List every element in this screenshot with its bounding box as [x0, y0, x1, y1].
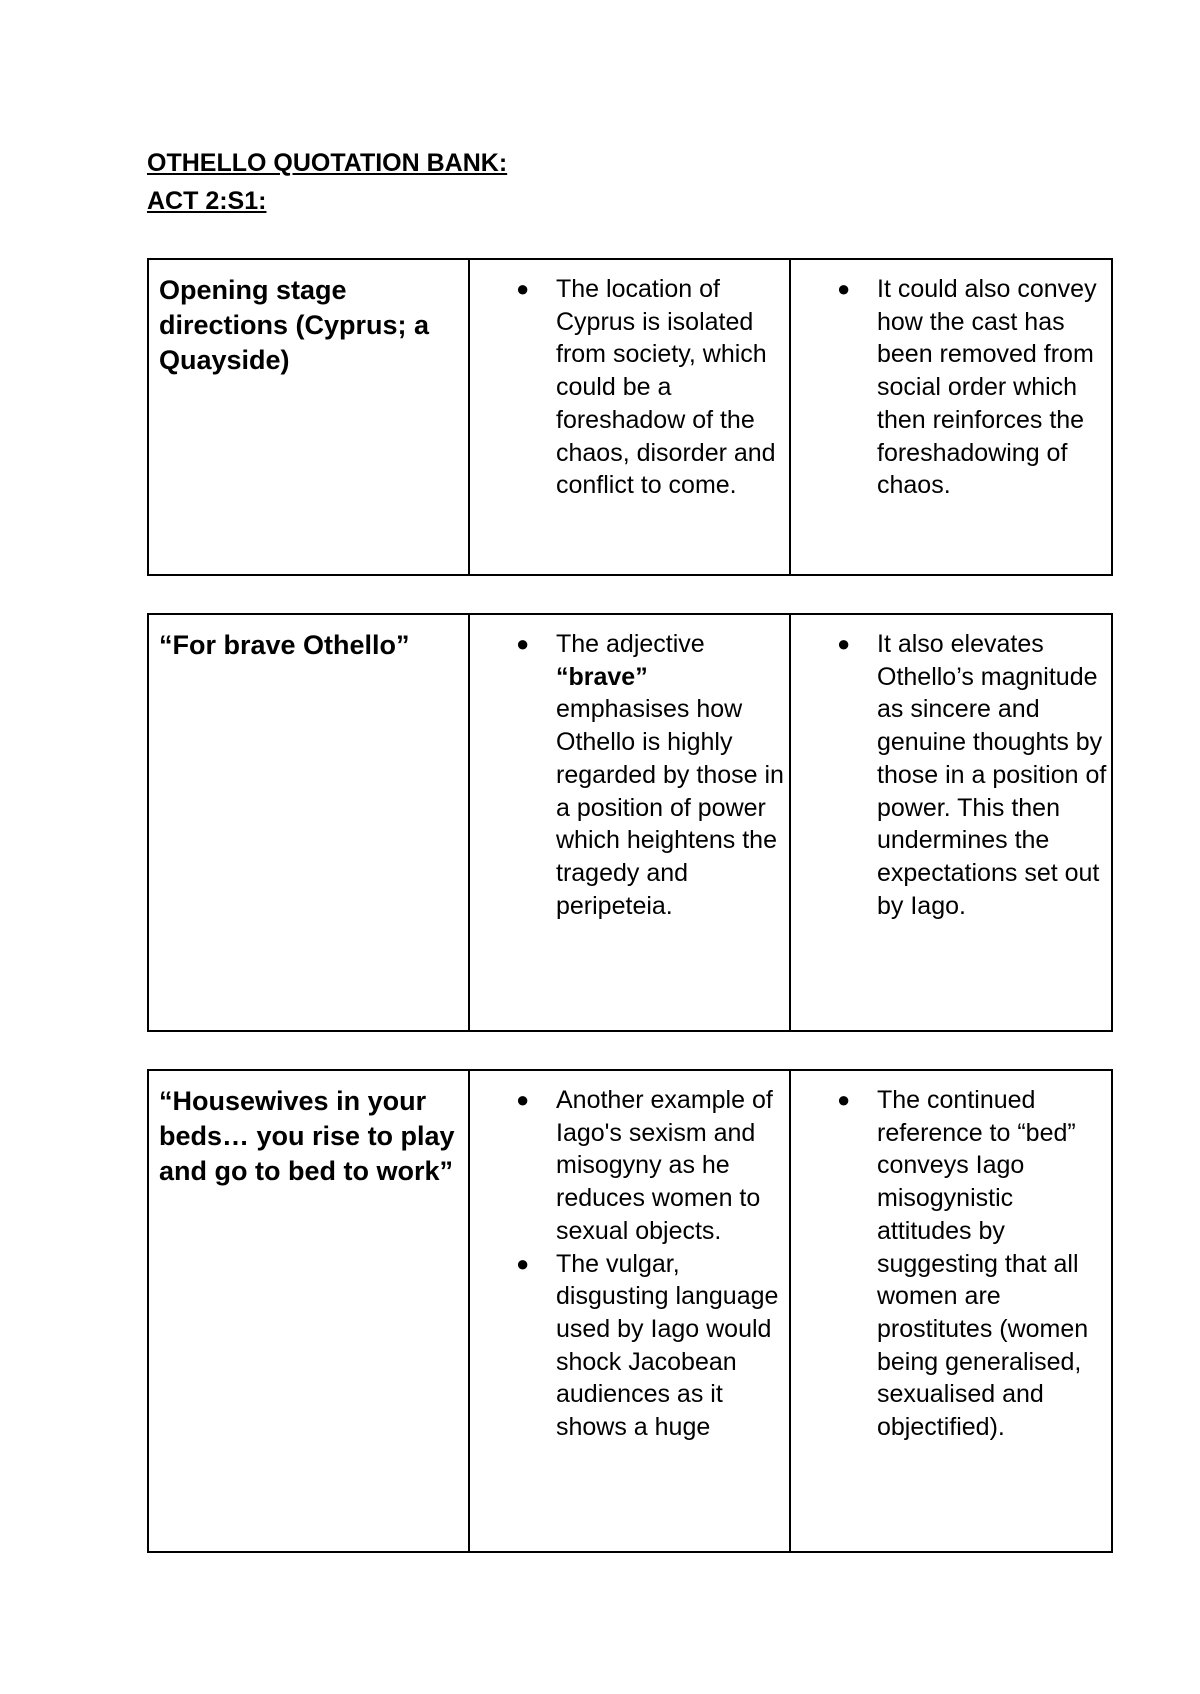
analysis-text: Another example of Iago's sexism and misogyny as he reduces women to sexual objects. [556, 1086, 773, 1245]
bullet-icon: ● [837, 276, 851, 301]
quote-cell [148, 1070, 469, 1552]
analysis-text: emphasises how Othello is highly regarded by those in a position of power which heightens the tragedy and peripeteia. [556, 695, 784, 920]
quote-text: Opening stage directions (Cyprus; a Quayside) [159, 275, 430, 375]
analysis-cell [790, 1070, 1112, 1552]
table-row [148, 614, 1112, 1031]
analysis-cell [469, 259, 790, 575]
analysis-text: It could also convey how the cast has been removed from social order which then reinforces the foreshadowing of chaos. [877, 275, 1097, 500]
bullet-icon: ● [837, 1087, 851, 1112]
bullet-icon: ● [516, 631, 530, 656]
quote-table-2 [147, 613, 1113, 1032]
quote-table-1 [147, 258, 1113, 576]
quote-text: “For brave Othello” [159, 630, 410, 660]
analysis-text: It also elevates Othello’s magnitude as sincere and genuine thoughts by those in a position of power. This then undermines the expectations set out by Iago. [877, 630, 1107, 920]
list-item [801, 628, 1107, 922]
bullet-list [480, 273, 785, 502]
bullet-icon: ● [516, 1087, 530, 1112]
bullet-icon: ● [837, 631, 851, 656]
list-item [480, 1248, 785, 1444]
quote-cell [148, 614, 469, 1031]
quote-text: “Housewives in your beds… you rise to play and go to bed to work” [159, 1086, 455, 1186]
bullet-list [801, 1084, 1107, 1444]
analysis-cell [790, 259, 1112, 575]
document-subtitle: ACT 2:S1: [147, 187, 267, 215]
list-item [801, 273, 1107, 502]
bullet-list [801, 628, 1107, 922]
bullet-list [801, 273, 1107, 502]
analysis-text: The adjective [556, 630, 705, 658]
analysis-cell [469, 614, 790, 1031]
analysis-text: The continued reference to “bed” conveys Iago misogynistic attitudes by suggesting that all women are prostitutes (women being generalised, sexualised and objectified). [877, 1086, 1089, 1442]
list-item [480, 273, 785, 502]
bullet-list [480, 1084, 785, 1444]
list-item [480, 1084, 785, 1248]
bullet-list [480, 628, 785, 922]
analysis-text: The location of Cyprus is isolated from society, which could be a foreshadow of the chaos, disorder and conflict to come. [556, 275, 776, 500]
bullet-icon: ● [516, 1250, 530, 1276]
list-item [480, 628, 785, 922]
list-item [801, 1084, 1107, 1444]
table-row [148, 259, 1112, 575]
analysis-text: The vulgar, disgusting language used by Iago would shock Jacobean audiences as it shows a huge [556, 1249, 779, 1442]
table-row [148, 1070, 1112, 1552]
analysis-cell [790, 614, 1112, 1031]
document-title: OTHELLO QUOTATION BANK: [147, 149, 508, 177]
quote-table-3 [147, 1069, 1113, 1553]
bullet-icon: ● [516, 276, 530, 301]
quote-cell [148, 259, 469, 575]
highlighted-word: “brave” [556, 662, 648, 691]
analysis-cell [469, 1070, 790, 1552]
